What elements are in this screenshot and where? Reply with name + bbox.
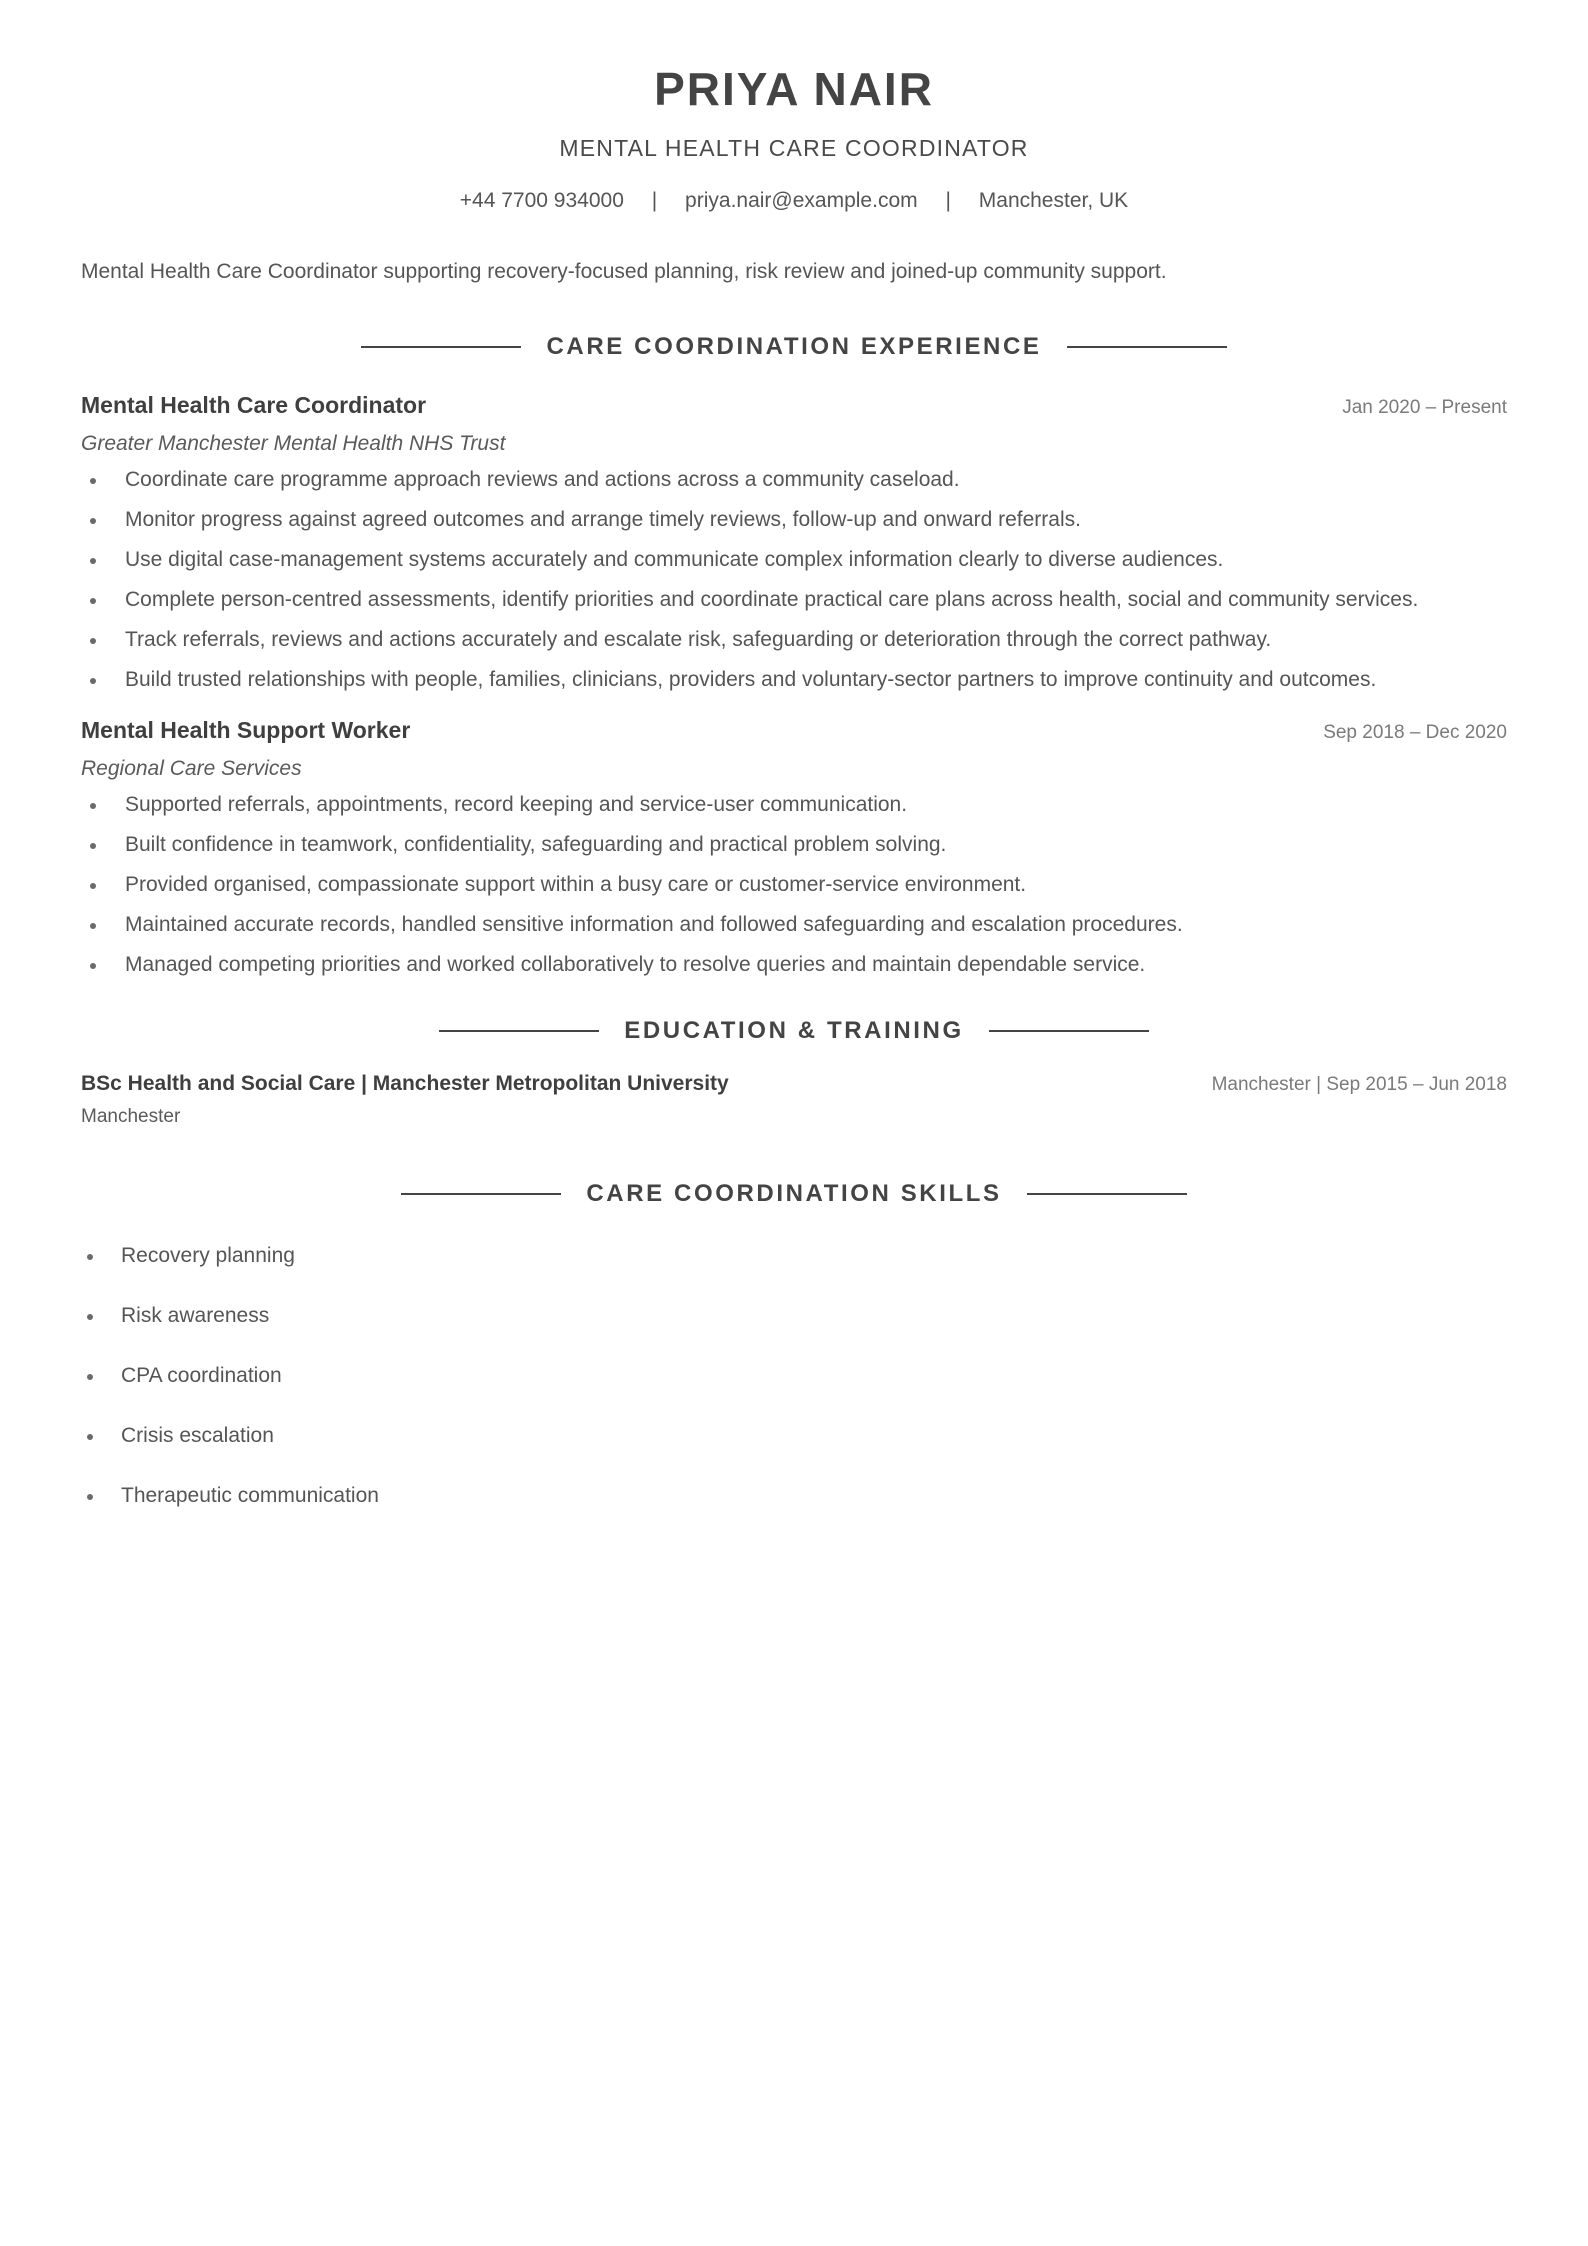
bullet-text: Use digital case-management systems accurately and communicate complex information clearly to diverse audiences. [125,548,1224,571]
list-item [81,667,1507,693]
contact-phone: +44 7700 934000 [459,189,624,212]
bullet-icon [90,638,96,644]
candidate-headline: MENTAL HEALTH CARE COORDINATOR [559,135,1029,161]
heading-rule-right [1067,346,1227,348]
bullet-text: Built confidence in teamwork, confidentiality, safeguarding and practical problem solving. [125,833,947,856]
skill-text: Risk awareness [121,1304,270,1327]
job-header [81,715,1507,748]
heading-rule-left [401,1193,561,1195]
bullet-text: Coordinate care programme approach reviews and actions across a community caseload. [125,468,960,491]
job-entry [81,715,1507,978]
list-item [81,1483,1507,1509]
list-item [81,587,1507,613]
skill-text: Therapeutic communication [121,1484,379,1507]
list-item [81,792,1507,818]
contact-location: Manchester, UK [978,189,1129,212]
bullet-icon [90,478,96,484]
bullet-text: Build trusted relationships with people, families, clinicians, providers and voluntary-sector partners to improve continuity and outcomes. [125,668,1377,691]
bullet-icon [90,598,96,604]
bullet-text: Track referrals, reviews and actions accurately and escalate risk, safeguarding or deterioration through the correct pathway. [125,628,1272,651]
education-location: Manchester [81,1106,181,1127]
job-bullets [81,792,1507,978]
heading-rule-right [989,1030,1149,1032]
bullet-text: Managed competing priorities and worked collaboratively to resolve queries and maintain dependable service. [125,953,1146,976]
profile-summary: Mental Health Care Coordinator supporting recovery-focused planning, risk review and joined-up community support. [81,260,1167,283]
list-item [81,1423,1507,1449]
list-item [81,547,1507,573]
list-item [81,627,1507,653]
bullet-icon [90,963,96,969]
bullet-icon [90,843,96,849]
list-item [81,952,1507,978]
contact-line [81,188,1507,214]
skill-text: Crisis escalation [121,1424,274,1447]
education-meta: Manchester | Sep 2015 – Jun 2018 [1211,1074,1507,1095]
bullet-icon [90,518,96,524]
job-title: Mental Health Support Worker [81,717,411,743]
bullet-icon [90,558,96,564]
bullet-icon [87,1314,93,1320]
bullet-icon [87,1494,93,1500]
section-heading-education [81,1016,1507,1046]
education-entry [81,1070,1507,1129]
heading-rule-left [439,1030,599,1032]
bullet-icon [87,1374,93,1380]
list-item [81,507,1507,533]
list-item [81,467,1507,493]
section-heading-experience [81,332,1507,362]
section-title: CARE COORDINATION SKILLS [586,1180,1002,1207]
job-header [81,390,1507,423]
list-item [81,912,1507,938]
list-item [81,1243,1507,1269]
list-item [81,872,1507,898]
list-item [81,1363,1507,1389]
bullet-text: Provided organised, compassionate support within a busy care or customer-service environment. [125,873,1027,896]
bullet-text: Maintained accurate records, handled sensitive information and followed safeguarding and escalation procedures. [125,913,1183,936]
job-title: Mental Health Care Coordinator [81,392,427,418]
section-title: EDUCATION & TRAINING [624,1017,964,1044]
job-dates: Jan 2020 – Present [1342,397,1507,418]
list-item [81,1303,1507,1329]
skill-text: Recovery planning [121,1244,295,1267]
contact-email[interactable]: priya.nair@example.com [685,189,918,212]
heading-rule-left [361,346,521,348]
section-title: CARE COORDINATION EXPERIENCE [546,333,1042,360]
bullet-text: Supported referrals, appointments, record keeping and service-user communication. [125,793,908,816]
contact-separator: | [651,189,658,212]
contact-separator: | [945,189,951,212]
skills-list [81,1243,1507,1509]
degree-title: BSc Health and Social Care | Manchester Metropolitan University [81,1072,729,1095]
list-item [81,832,1507,858]
section-heading-skills [81,1179,1507,1209]
education-header [81,1070,1507,1099]
heading-rule-right [1027,1193,1187,1195]
bullet-icon [90,678,96,684]
bullet-icon [90,803,96,809]
bullet-text: Complete person-centred assessments, identify priorities and coordinate practical care plans across health, social and community services. [125,588,1419,611]
job-entry [81,390,1507,693]
bullet-text: Monitor progress against agreed outcomes and arrange timely reviews, follow-up and onward referrals. [125,508,1081,531]
bullet-icon [87,1434,93,1440]
job-organisation: Regional Care Services [81,757,302,780]
candidate-name: PRIYA NAIR [654,63,934,115]
bullet-icon [87,1254,93,1260]
job-dates: Sep 2018 – Dec 2020 [1323,722,1507,743]
bullet-icon [90,883,96,889]
job-organisation: Greater Manchester Mental Health NHS Trust [81,432,506,455]
skill-text: CPA coordination [121,1364,282,1387]
bullet-icon [90,923,96,929]
job-bullets [81,467,1507,693]
